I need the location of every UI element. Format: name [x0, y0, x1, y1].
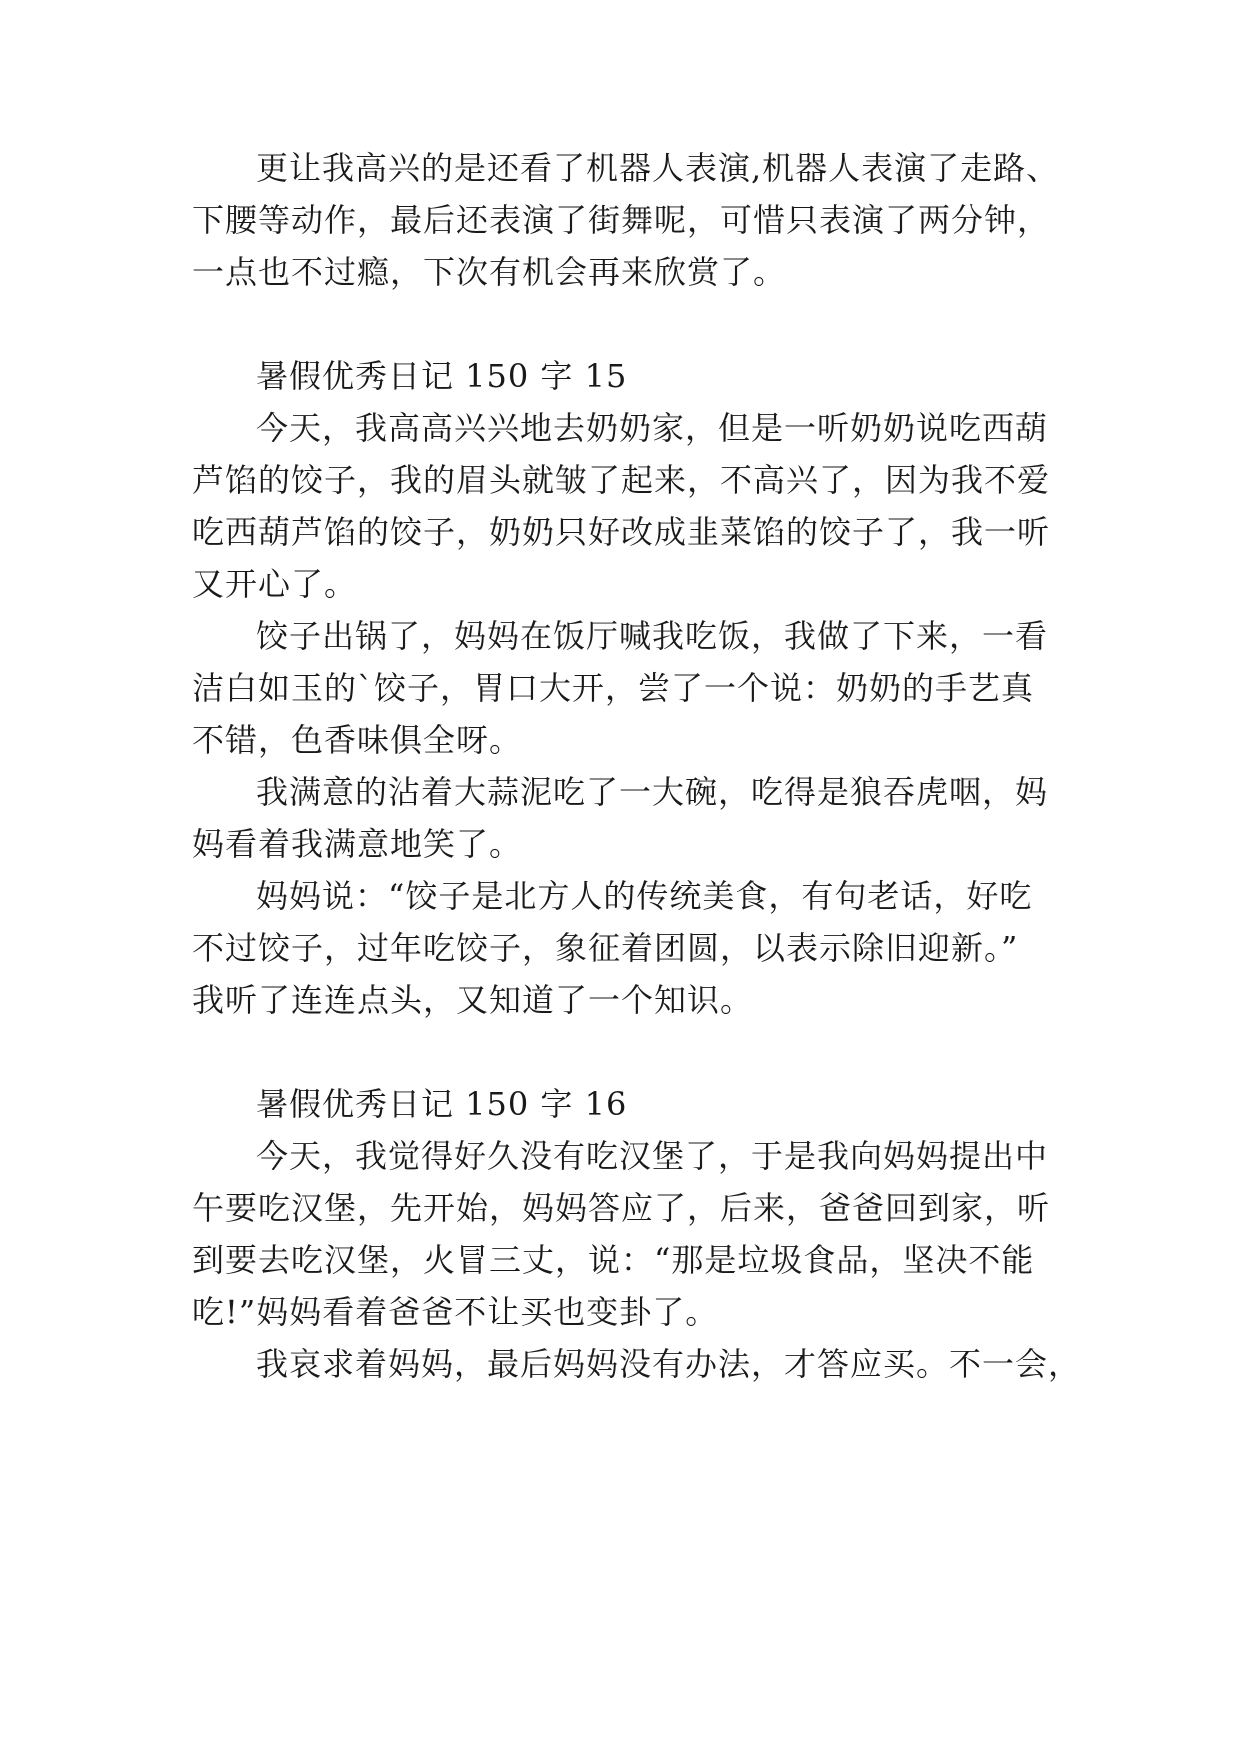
paragraph-line: 下腰等动作，最后还表演了街舞呢，可惜只表演了两分钟， [192, 201, 1051, 239]
paragraph-line: 我哀求着妈妈，最后妈妈没有办法，才答应买。不一会， [256, 1345, 1082, 1383]
paragraph-line: 吃西葫芦馅的饺子，奶奶只好改成韭菜馅的饺子了，我一听 [192, 513, 1051, 551]
paragraph-line: 洁白如玉的`饺子，胃口大开，尝了一个说：奶奶的手艺真 [192, 669, 1035, 707]
paragraph-line: 一点也不过瘾，下次有机会再来欣赏了。 [192, 253, 787, 291]
paragraph-line: 吃!”妈妈看着爸爸不让买也变卦了。 [192, 1293, 719, 1331]
paragraph-line: 又开心了。 [192, 565, 358, 603]
section-heading: 暑假优秀日记 150 字 16 [256, 1085, 628, 1123]
paragraph-line: 不错，色香味俱全呀。 [192, 721, 523, 759]
paragraph-line: 到要去吃汉堡，火冒三丈，说：“那是垃圾食品，坚决不能 [192, 1241, 1035, 1279]
paragraph-line: 今天，我高高兴兴地去奶奶家，但是一听奶奶说吃西葫 [256, 409, 1049, 447]
paragraph-line: 我满意的沾着大蒜泥吃了一大碗，吃得是狼吞虎咽，妈 [256, 773, 1049, 811]
paragraph-line: 今天，我觉得好久没有吃汉堡了，于是我向妈妈提出中 [256, 1137, 1049, 1175]
paragraph-line: 我听了连连点头，又知道了一个知识。 [192, 981, 754, 1019]
paragraph-line: 妈看着我满意地笑了。 [192, 825, 523, 863]
paragraph-line: 妈妈说：“饺子是北方人的传统美食，有句老话，好吃 [256, 877, 1033, 915]
paragraph-line: 芦馅的饺子，我的眉头就皱了起来，不高兴了，因为我不爱 [192, 461, 1051, 499]
paragraph-line: 更让我高兴的是还看了机器人表演,机器人表演了走路、 [256, 149, 1060, 187]
paragraph-line: 饺子出锅了，妈妈在饭厅喊我吃饭，我做了下来，一看 [256, 617, 1049, 655]
paragraph-line: 不过饺子，过年吃饺子，象征着团圆，以表示除旧迎新。” [192, 929, 1019, 967]
paragraph-line: 午要吃汉堡，先开始，妈妈答应了，后来，爸爸回到家，听 [192, 1189, 1051, 1227]
section-heading: 暑假优秀日记 150 字 15 [256, 357, 628, 395]
